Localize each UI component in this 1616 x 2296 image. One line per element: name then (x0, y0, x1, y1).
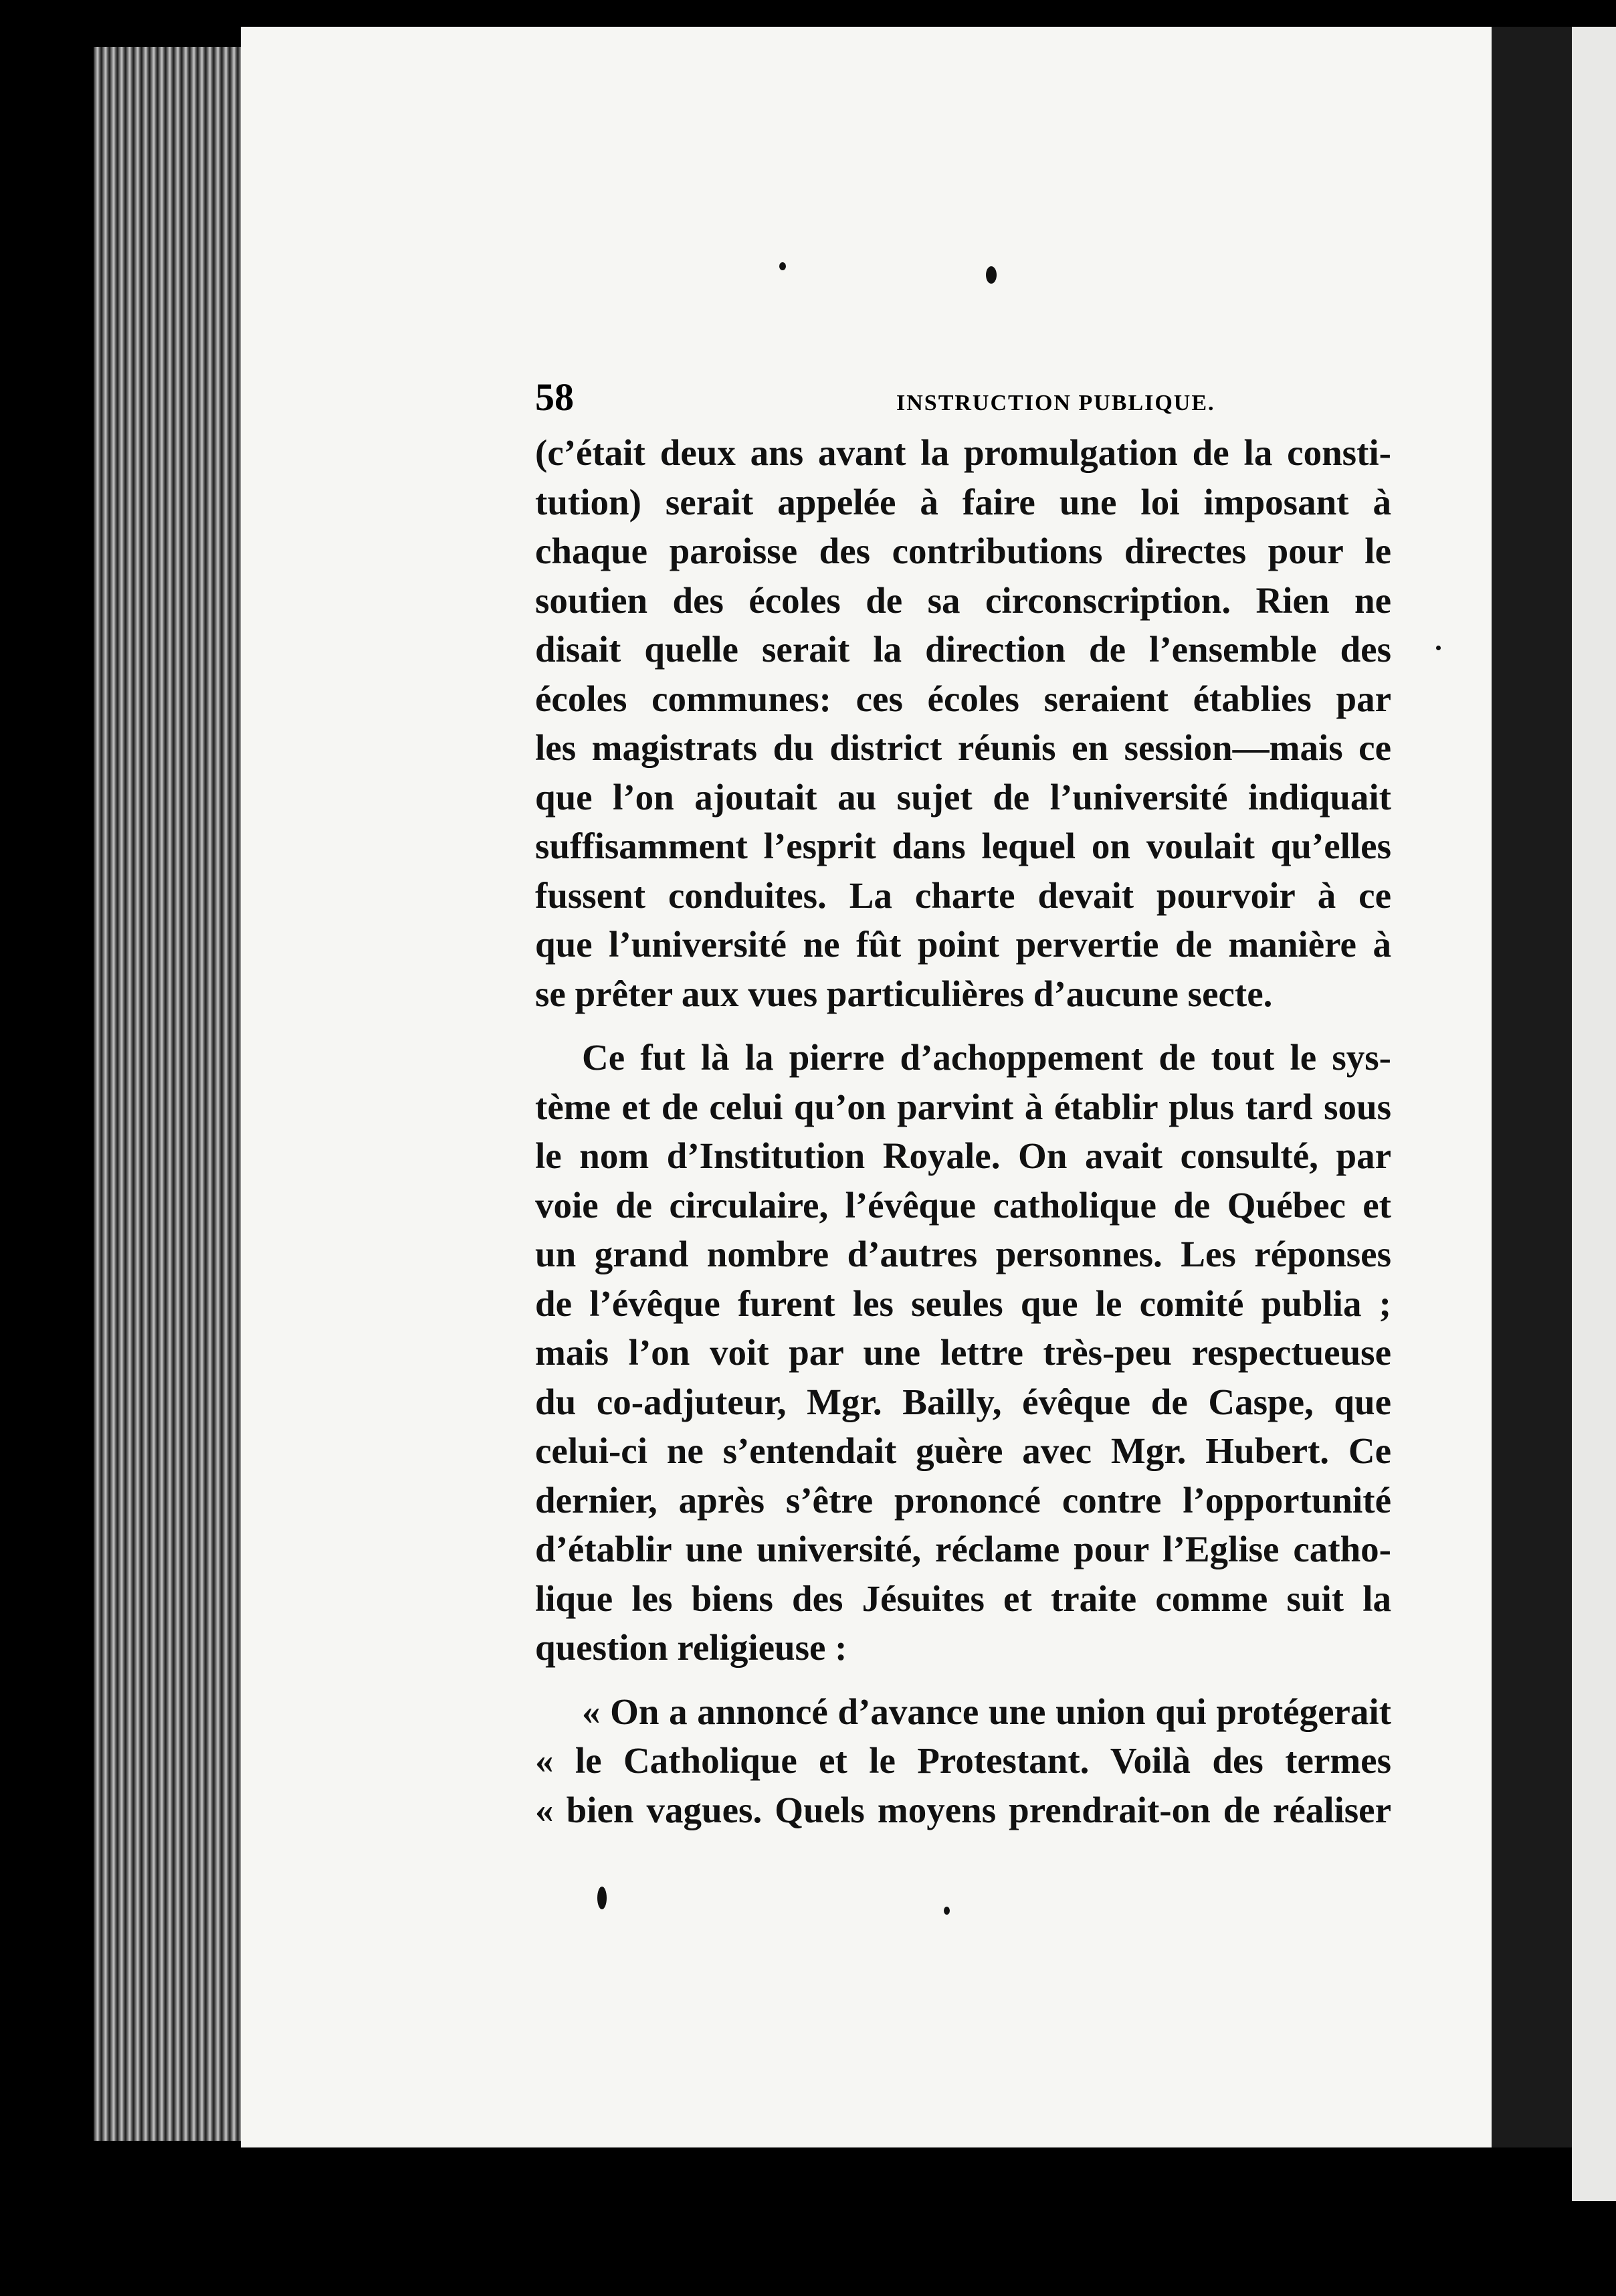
text-line: question religieuse : (535, 1627, 847, 1668)
text-line: que l’on ajoutait au sujet de l’université indiquait (535, 776, 1391, 818)
text-line: les magistrats du district réunis en session—mais ce (535, 727, 1391, 768)
text-line: écoles communes: ces écoles seraient établies par (535, 678, 1391, 719)
text-line: voie de circulaire, l’évêque catholique de Québec et (535, 1184, 1391, 1226)
page-header (535, 375, 1398, 419)
page-body (535, 428, 1391, 1834)
text-line: d’établir une université, réclame pour l’Eglise catho- (535, 1529, 1391, 1569)
page-number: 58 (535, 375, 574, 419)
ink-speck (597, 1887, 607, 1909)
text-line: soutien des écoles de sa circonscription. Rien ne (535, 579, 1391, 621)
ink-speck (1436, 646, 1441, 650)
quotation-line: « bien vagues. Quels moyens prendrait-on de réaliser (535, 1789, 1391, 1830)
ink-speck (986, 266, 997, 284)
text-line: du co-adjuteur, Mgr. Bailly, évêque de Caspe, que (535, 1381, 1391, 1422)
text-line: lique les biens des Jésuites et traite comme suit la (535, 1577, 1391, 1619)
running-head: INSTRUCTION PUBLIQUE. (896, 391, 1215, 415)
text-line: se prêter aux vues particulières d’aucune secte. (535, 973, 1273, 1014)
text-line: suffisamment l’esprit dans lequel on voulait qu’elles (535, 826, 1391, 866)
text-line: le nom d’Institution Royale. On avait consulté, par (535, 1135, 1391, 1176)
text-line: chaque paroisse des contributions directes pour le (535, 531, 1391, 571)
ink-speck (944, 1907, 950, 1915)
text-line: que l’université ne fût point pervertie de manière à (535, 924, 1391, 965)
text-line: (c’était deux ans avant la promulgation de la consti- (535, 432, 1391, 473)
text-line: fussent conduites. La charte devait pourvoir à ce (535, 874, 1391, 916)
text-line: tème et de celui qu’on parvint à établir plus tard sous (535, 1086, 1391, 1127)
text-line: disait quelle serait la direction de l’ensemble des (535, 629, 1391, 670)
quotation-line: « On a annoncé d’avance une union qui protégerait (582, 1691, 1391, 1732)
ink-speck (779, 262, 786, 270)
text-line: Ce fut là la pierre d’achoppement de tout le sys- (582, 1037, 1391, 1078)
book-binding-shadow (1492, 27, 1572, 2147)
quotation-line: « le Catholique et le Protestant. Voilà des termes (535, 1740, 1391, 1781)
text-line: tution) serait appelée à faire une loi imposant à (535, 481, 1391, 522)
text-line: dernier, après s’être prononcé contre l’opportunité (535, 1479, 1391, 1521)
text-line: mais l’on voit par une lettre très-peu respectueuse (535, 1332, 1391, 1373)
text-line: celui-ci ne s’entendait guère avec Mgr. Hubert. Ce (535, 1430, 1391, 1471)
text-line: un grand nombre d’autres personnes. Les réponses (535, 1234, 1391, 1274)
text-line: de l’évêque furent les seules que le comité publia ; (535, 1282, 1391, 1324)
adjacent-page-sliver (1572, 27, 1616, 2201)
